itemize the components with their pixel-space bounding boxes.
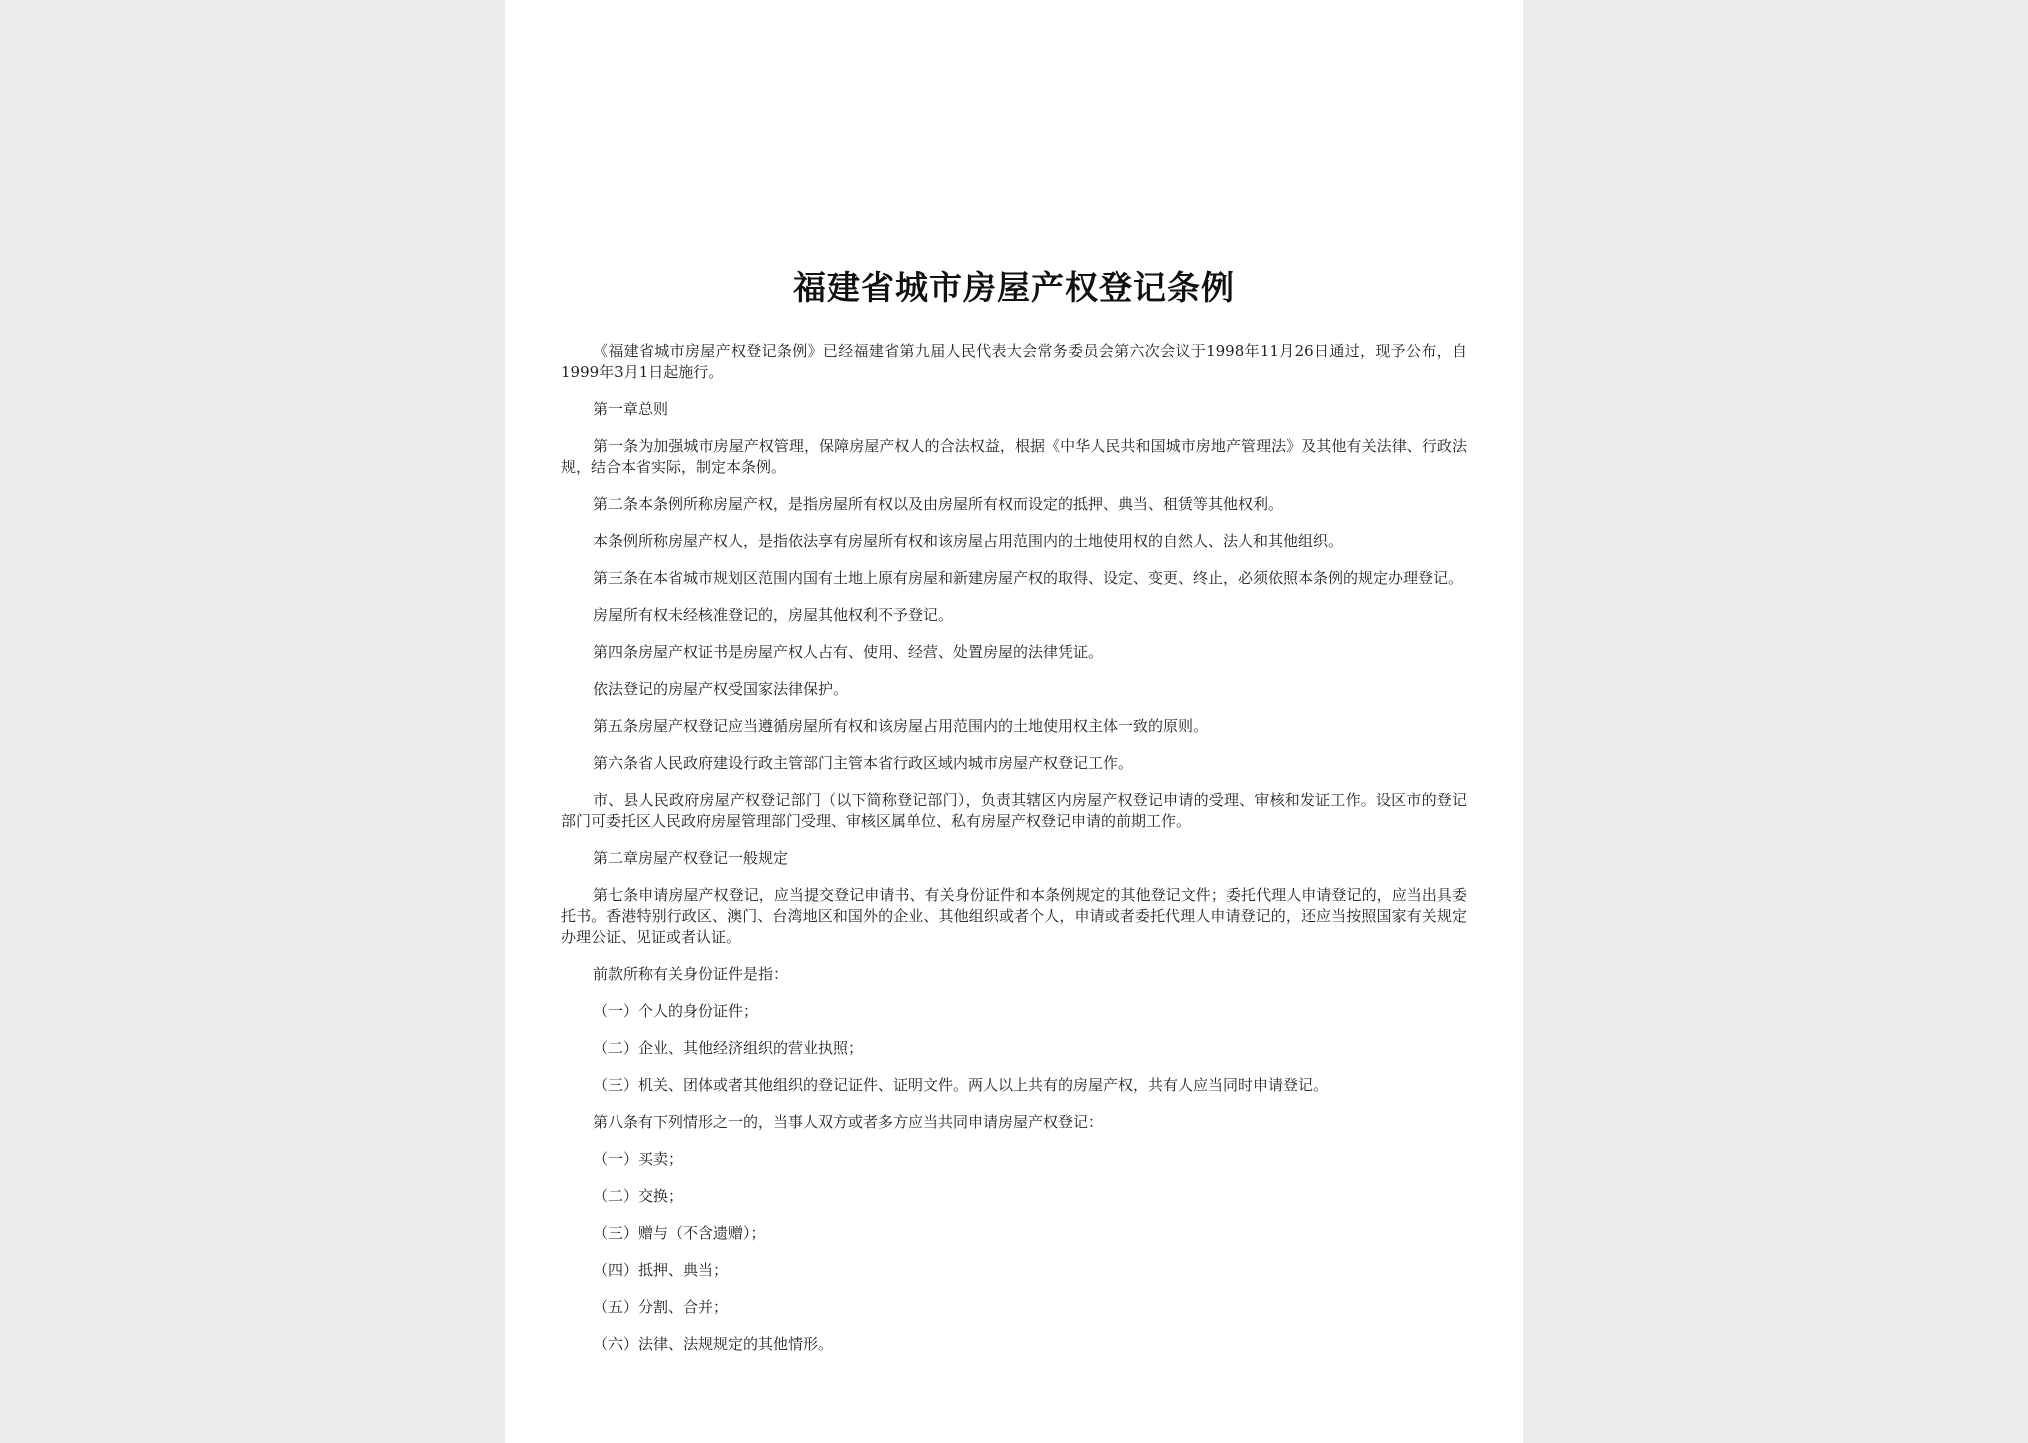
- list-item: （五）分割、合并；: [593, 1298, 729, 1316]
- chapter-heading: 第二章房屋产权登记一般规定: [593, 849, 789, 867]
- list-item: （三）机关、团体或者其他组织的登记证件、证明文件。两人以上共有的房屋产权，共有人应当同时申请登记。: [593, 1076, 1329, 1094]
- paragraph: 第四条房屋产权证书是房屋产权人占有、使用、经营、处置房屋的法律凭证。: [593, 643, 1104, 661]
- list-item: （三）赠与（不含遗赠）；: [593, 1224, 766, 1242]
- paragraph: 前款所称有关身份证件是指：: [593, 965, 789, 983]
- paragraph: 《福建省城市房屋产权登记条例》已经福建省第九届人民代表大会常务委员会第六次会议于1998年11月26日通过，现予公布，自1999年3月1日起施行。: [561, 342, 1467, 381]
- paragraph: 本条例所称房屋产权人，是指依法享有房屋所有权和该房屋占用范围内的土地使用权的自然人、法人和其他组织。: [593, 532, 1344, 550]
- list-item: （六）法律、法规规定的其他情形。: [593, 1335, 834, 1353]
- chapter-heading: 第一章总则: [593, 400, 669, 418]
- paragraph: 第三条在本省城市规划区范围内国有土地上原有房屋和新建房屋产权的取得、设定、变更、终止，必须依照本条例的规定办理登记。: [593, 569, 1464, 587]
- paragraph: 第一条为加强城市房屋产权管理，保障房屋产权人的合法权益，根据《中华人民共和国城市房地产管理法》及其他有关法律、行政法规，结合本省实际，制定本条例。: [561, 437, 1467, 476]
- document-body: [561, 341, 1467, 1355]
- paragraph: 房屋所有权未经核准登记的，房屋其他权利不予登记。: [593, 606, 954, 624]
- paragraph: 第八条有下列情形之一的，当事人双方或者多方应当共同申请房屋产权登记：: [593, 1113, 1104, 1131]
- paragraph: 第二条本条例所称房屋产权，是指房屋所有权以及由房屋所有权而设定的抵押、典当、租赁等其他权利。: [593, 495, 1284, 513]
- document-page: [505, 0, 1523, 1443]
- document-title: 福建省城市房屋产权登记条例: [793, 268, 1235, 307]
- paragraph: 依法登记的房屋产权受国家法律保护。: [593, 680, 849, 698]
- paragraph: 第五条房屋产权登记应当遵循房屋所有权和该房屋占用范围内的土地使用权主体一致的原则。: [593, 717, 1209, 735]
- paragraph: 市、县人民政府房屋产权登记部门（以下简称登记部门），负责其辖区内房屋产权登记申请的受理、审核和发证工作。设区市的登记部门可委托区人民政府房屋管理部门受理、审核区属单位、私有房屋产权登记申请的前期工作。: [561, 791, 1467, 830]
- list-item: （一）买卖；: [593, 1150, 684, 1168]
- list-item: （二）交换；: [593, 1187, 684, 1205]
- paragraph: 第七条申请房屋产权登记，应当提交登记申请书、有关身份证件和本条例规定的其他登记文件；委托代理人申请登记的，应当出具委托书。香港特别行政区、澳门、台湾地区和国外的企业、其他组织或者个人，申请或者委托代理人申请登记的，还应当按照国家有关规定办理公证、见证或者认证。: [561, 886, 1467, 946]
- paragraph: 第六条省人民政府建设行政主管部门主管本省行政区域内城市房屋产权登记工作。: [593, 754, 1134, 772]
- list-item: （二）企业、其他经济组织的营业执照；: [593, 1039, 864, 1057]
- list-item: （四）抵押、典当；: [593, 1261, 729, 1279]
- list-item: （一）个人的身份证件；: [593, 1002, 759, 1020]
